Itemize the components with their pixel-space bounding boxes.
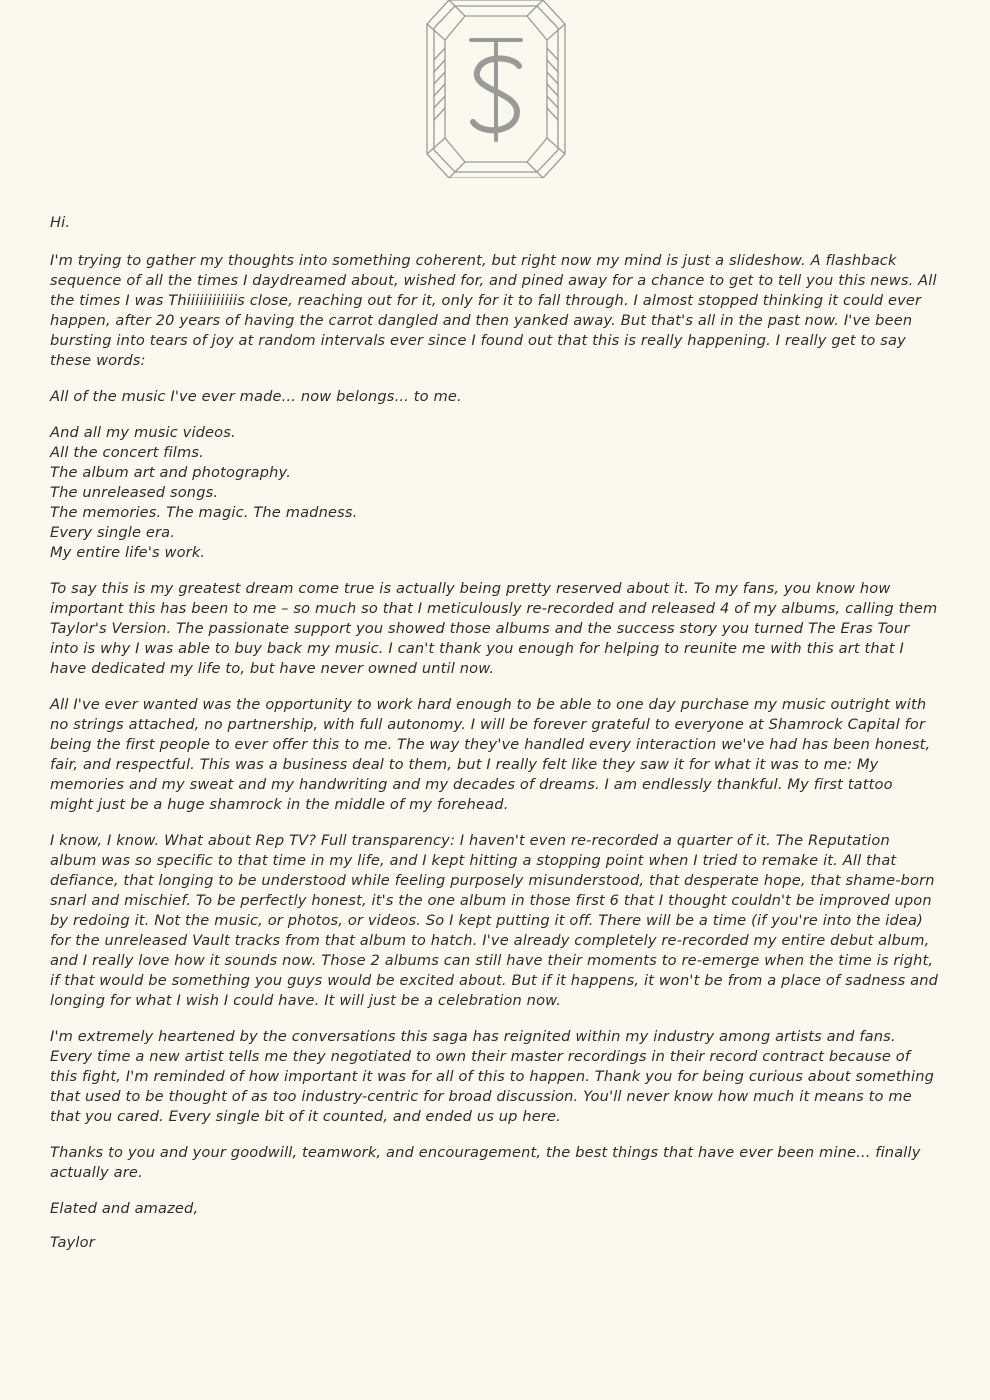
list-item: My entire life's work. — [50, 544, 206, 561]
signature: Taylor — [50, 1234, 95, 1251]
greeting: Hi. — [50, 214, 71, 231]
paragraph-5: I know, I know. What about Rep TV? Full transparency: I haven't even re-recorded a quarter of it. The Reputation album was so specific to that time in my life, and I kept hitting a stopping point when I tried to remake it. All that defiance, that longing to be understood while feeling purposely misunderstood, that desperate hope, that shame-born snarl and mischief. To be perfectly honest, it's the one album in those first 6 that I thought couldn't be improved upon by redoing it. Not the music, or photos, or videos. So I kept putting it off. There will be a time (if you're into the idea) for the unreleased Vault tracks from that album to hatch. I've already completely re-recorded my entire debut album, and I really love how it sounds now. Those 2 albums can still have their moments to re-emerge when the time is right, if that would be something you guys would be excited about. But if it happens, it won't be from a place of sadness and longing for what I wish I could have. It will just be a celebration now. — [50, 832, 939, 1009]
list-item: And all my music videos. — [50, 424, 236, 441]
list-of-works — [50, 423, 940, 563]
monogram-letters: TS — [495, 176, 497, 177]
ts-monogram-logo — [425, 0, 567, 178]
list-item: The unreleased songs. — [50, 484, 219, 501]
closing: Elated and amazed, — [50, 1200, 199, 1217]
paragraph-3: To say this is my greatest dream come true is actually being pretty reserved about it. To my fans, you know how important this has been to me – so much so that I meticulously re-recorded and released 4 of my albums, calling them Taylor's Version. The passionate support you showed those albums and the success story you turned The Eras Tour into is why I was able to buy back my music. I can't thank you enough for helping to reunite me with this art that I have dedicated my life to, but have never owned until now. — [50, 580, 938, 677]
paragraph-7: Thanks to you and your goodwill, teamwork, and encouragement, the best things that have ever been mine... finally actually are. — [50, 1144, 921, 1181]
paragraph-4: All I've ever wanted was the opportunity to work hard enough to be able to one day purchase my music outright with no strings attached, no partnership, with full autonomy. I will be forever grateful to everyone at Shamrock Capital for being the first people to ever offer this to me. The way they've handled every interaction we've had has been honest, fair, and respectful. This was a business deal to them, but I really felt like they saw it for what it was to me: My memories and my sweat and my handwriting and my decades of dreams. I am endlessly thankful. My first tattoo might just be a huge shamrock in the middle of my forehead. — [50, 696, 931, 813]
paragraph-2: All of the music I've ever made... now belongs... to me. — [50, 388, 462, 405]
list-item: Every single era. — [50, 524, 176, 541]
letter-body — [50, 213, 940, 1253]
paragraph-6: I'm extremely heartened by the conversations this saga has reignited within my industry among artists and fans. Every time a new artist tells me they negotiated to own their master recordings in their record contract because of this fight, I'm reminded of how important it was for all of this to happen. Thank you for being curious about something that used to be thought of as too industry-centric for broad discussion. You'll never know how much it means to me that you cared. Every single bit of it counted, and ended us up here. — [50, 1028, 935, 1125]
paragraph-1: I'm trying to gather my thoughts into something coherent, but right now my mind is just a slideshow. A flashback sequence of all the times I daydreamed about, wished for, and pined away for a chance to get to tell you this news. All the times I was Thiiiiiiiiiiiis close, reaching out for it, only for it to fall through. I almost stopped thinking it could ever happen, after 20 years of having the carrot dangled and then yanked away. But that's all in the past now. I've been bursting into tears of joy at random intervals ever since I found out that this is really happening. I really get to say these words: — [50, 252, 937, 369]
list-item: All the concert films. — [50, 444, 204, 461]
list-item: The album art and photography. — [50, 464, 291, 481]
list-item: The memories. The magic. The madness. — [50, 504, 358, 521]
